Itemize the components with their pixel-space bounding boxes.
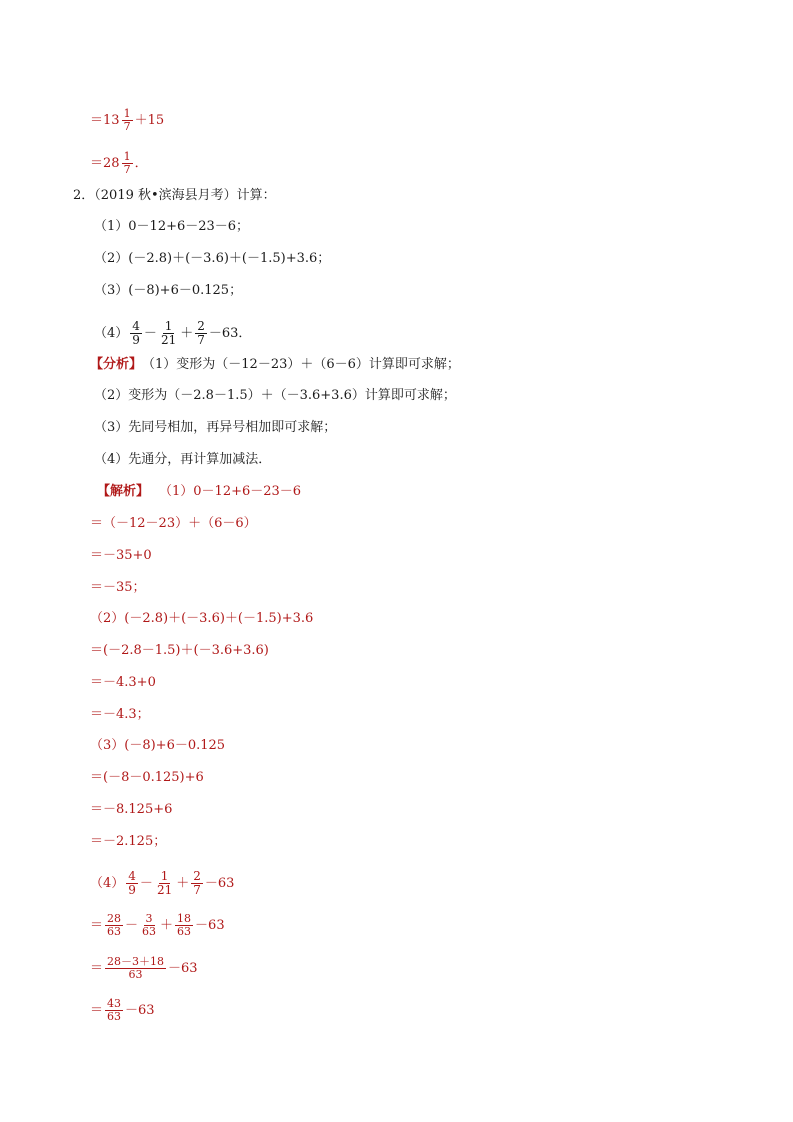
fraction (105, 913, 123, 938)
fraction (155, 870, 174, 897)
operator: ＋ (180, 325, 194, 341)
expression-rest: －63 (168, 960, 198, 976)
denominator: 21 (160, 333, 177, 347)
solution-step: ＝(－2.8－1.5)＋(－3.6+3.6) (90, 643, 269, 658)
question-part-2: （2）(－2.8)＋(－3.6)＋(－1.5)+3.6； (94, 251, 331, 266)
fraction (122, 151, 133, 176)
question-header: 2．（2019 秋•滨海县月考）计算： (73, 188, 276, 203)
numerator: 4 (128, 869, 136, 883)
solution-step-fraction (90, 956, 198, 981)
operator: － (143, 325, 157, 341)
fraction (105, 956, 166, 981)
result-line-1 (90, 108, 164, 133)
expression-rest: ＋15 (134, 112, 165, 128)
denominator: 63 (107, 1010, 122, 1023)
part-label: （4） (90, 875, 125, 891)
result-line-2 (90, 151, 148, 176)
question-part-4 (94, 320, 251, 347)
mixed-whole: 28 (103, 155, 120, 171)
solution-tag: 【解析】 (97, 484, 150, 499)
fraction (105, 998, 123, 1023)
fraction (122, 108, 133, 133)
denominator: 9 (132, 333, 140, 347)
denominator: 63 (142, 925, 157, 938)
numerator: 43 (107, 997, 122, 1010)
solution-line-1 (97, 484, 301, 500)
analysis-line-2: （2）变形为（－2.8－1.5）＋（－3.6+3.6）计算即可求解； (94, 388, 456, 403)
denominator: 21 (156, 883, 173, 897)
expression-rest: ． (134, 155, 148, 171)
solution-step-fraction (90, 870, 234, 897)
equals-sign: ＝ (90, 960, 104, 976)
denominator: 63 (128, 968, 143, 981)
analysis-text: （1）变形为（－12－23）＋（6－6）计算即可求解； (142, 357, 460, 372)
analysis-tag: 【分析】 (90, 357, 143, 372)
mixed-whole: 13 (103, 112, 120, 128)
numerator: 1 (123, 150, 131, 163)
fraction (195, 320, 207, 347)
question-part-3: （3）(－8)+6－0.125； (94, 283, 243, 298)
solution-step: （2）(－2.8)＋(－3.6)＋(－1.5)+3.6 (90, 611, 314, 626)
expression-rest: －63 (204, 875, 235, 891)
fraction (159, 320, 178, 347)
analysis-line-3: （3）先同号相加，再异号相加即可求解； (94, 420, 337, 435)
analysis-line-1 (90, 357, 460, 373)
solution-step: ＝－35+0 (90, 548, 152, 563)
denominator: 7 (193, 883, 201, 897)
solution-step: ＝（－12－23）＋（6－6） (90, 516, 257, 531)
operator: － (139, 875, 153, 891)
solution-step: ＝－4.3； (90, 707, 150, 722)
equals-sign: ＝ (90, 1002, 104, 1018)
denominator: 7 (123, 163, 131, 176)
equals-sign: ＝ (90, 917, 104, 933)
expression-rest: －63 (195, 917, 225, 933)
fraction (191, 870, 203, 897)
numerator: 18 (177, 912, 192, 925)
denominator: 9 (128, 883, 136, 897)
fraction (126, 870, 138, 897)
solution-step: ＝(－8－0.125)+6 (90, 770, 204, 785)
equals-sign: ＝ (90, 112, 104, 128)
numerator: 3 (145, 912, 153, 925)
solution-step: （3）(－8)+6－0.125 (90, 738, 226, 753)
numerator: 28－3＋18 (107, 955, 165, 968)
part-label: （4） (94, 325, 129, 341)
operator: ＋ (160, 917, 174, 933)
numerator: 1 (123, 107, 131, 120)
solution-step: ＝－8.125+6 (90, 802, 173, 817)
operator: ＋ (176, 875, 190, 891)
fraction (175, 913, 193, 938)
expression-rest: －63 (125, 1002, 155, 1018)
numerator: 1 (164, 319, 173, 333)
solution-step: ＝－35； (90, 580, 146, 595)
numerator: 4 (132, 319, 140, 333)
denominator: 7 (123, 120, 131, 133)
solution-step: ＝－4.3+0 (90, 675, 156, 690)
operator: － (125, 917, 139, 933)
solution-step: ＝－2.125； (90, 834, 167, 849)
numerator: 2 (197, 319, 205, 333)
question-part-1: （1）0－12+6－23－6； (94, 219, 250, 234)
denominator: 63 (107, 925, 122, 938)
expression-rest: －63． (208, 325, 252, 341)
numerator: 28 (107, 912, 122, 925)
numerator: 2 (193, 869, 201, 883)
denominator: 7 (197, 333, 205, 347)
solution-text: （1）0－12+6－23－6 (159, 484, 302, 499)
solution-step-fraction (90, 998, 155, 1023)
equals-sign: ＝ (90, 155, 104, 171)
analysis-line-4: （4）先通分，再计算加减法． (94, 452, 272, 467)
denominator: 63 (177, 925, 192, 938)
solution-step-fraction (90, 913, 225, 938)
fraction (140, 913, 158, 938)
fraction (130, 320, 142, 347)
numerator: 1 (160, 869, 169, 883)
